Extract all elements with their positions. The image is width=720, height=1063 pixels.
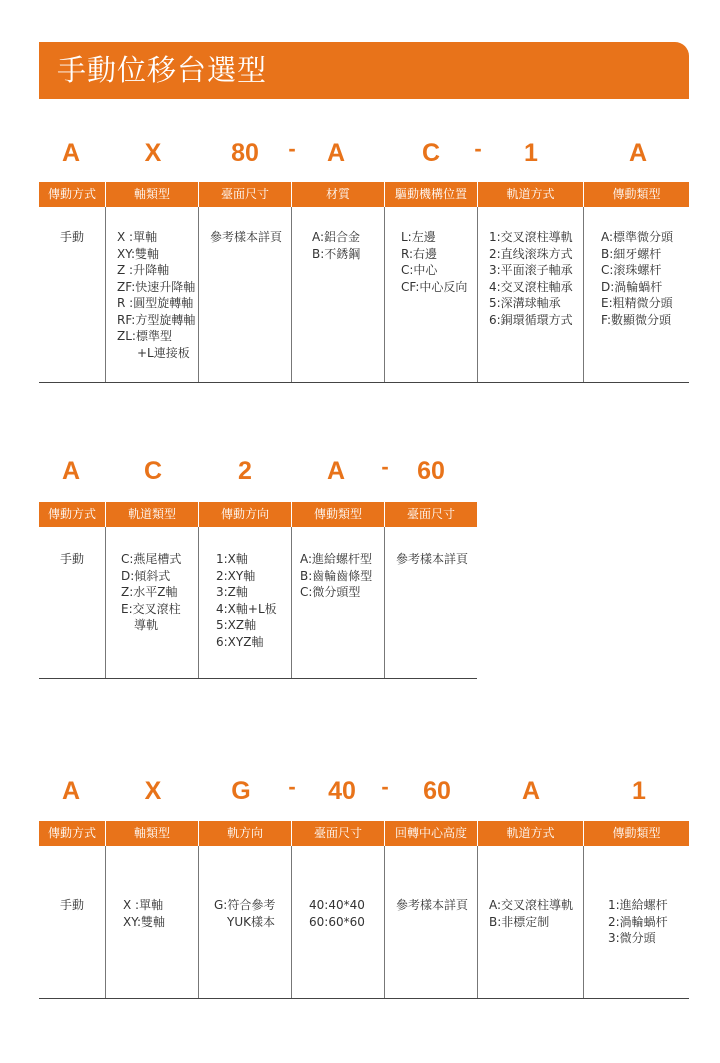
cell-text: 手動 xyxy=(60,552,85,566)
cell-text: B:齒輪齒條型 xyxy=(300,568,373,583)
cell-text: C:滚珠螺杆 xyxy=(601,263,662,277)
table-column xyxy=(384,846,477,998)
code-char: A xyxy=(628,139,648,167)
header-cell: 臺面尺寸 xyxy=(384,502,477,527)
code-char: A xyxy=(326,457,346,485)
model-code-2 xyxy=(0,456,720,486)
cell-text: XY:雙軸 xyxy=(117,246,160,261)
cell-text: Z :升降軸 xyxy=(117,263,170,277)
header-cell: 驅動機構位置 xyxy=(384,182,477,207)
table-header xyxy=(39,182,689,207)
cell-text: 5:XZ軸 xyxy=(216,618,257,632)
header-cell: 臺面尺寸 xyxy=(198,182,291,207)
page-title: 手動位移台選型 xyxy=(57,53,268,87)
cell-text: 參考樣本詳頁 xyxy=(396,552,469,566)
cell-text: 1:交叉滾柱導軌 xyxy=(489,230,573,244)
header-cell: 傳動類型 xyxy=(583,182,689,207)
cell-text: 4:X軸+L板 xyxy=(216,601,277,616)
cell-text: B:非標定制 xyxy=(489,914,550,929)
code-char: 60 xyxy=(423,777,451,805)
cell-text: 4:交叉滾柱軸承 xyxy=(489,279,573,294)
cell-text: CF:中心反向 xyxy=(401,279,468,294)
cell-text: Z:水平Z軸 xyxy=(121,585,178,599)
cell-text: 2:直线滚珠方式 xyxy=(489,246,573,261)
cell-text: 2:XY軸 xyxy=(216,568,256,583)
spec-table-1 xyxy=(39,182,689,382)
cell-text: 3:微分頭 xyxy=(608,931,656,945)
code-char: G xyxy=(231,777,251,805)
spec-table-2 xyxy=(39,502,477,678)
cell-text: X :單軸 xyxy=(123,898,164,912)
cell-text: ZL:標準型 xyxy=(117,329,172,343)
cell-text: YUK樣本 xyxy=(227,914,275,929)
code-char: A xyxy=(61,139,81,167)
header-cell: 軌道方式 xyxy=(477,821,583,846)
table-column xyxy=(291,527,384,678)
cell-text: F:數顯微分頭 xyxy=(601,312,672,327)
header-cell: 軸類型 xyxy=(105,821,198,846)
cell-text: 參考樣本詳頁 xyxy=(210,230,283,244)
cell-text: L:左邊 xyxy=(401,230,436,244)
code-char: 40 xyxy=(328,777,356,805)
table-column xyxy=(198,527,291,678)
cell-text: G:符合參考 xyxy=(214,898,276,912)
cell-text: RF:方型旋轉軸 xyxy=(117,312,196,327)
table-column xyxy=(105,846,198,998)
cell-text: XY:雙軸 xyxy=(123,914,166,929)
header-cell: 傳動方式 xyxy=(47,187,96,201)
table-header xyxy=(39,502,477,527)
code-char: C xyxy=(421,139,441,167)
code-char: A xyxy=(61,457,81,485)
header-cell: 軸類型 xyxy=(105,182,198,207)
cell-text: 3:Z軸 xyxy=(216,585,248,599)
table-column xyxy=(39,207,105,382)
cell-text: R:右邊 xyxy=(401,246,438,261)
cell-text: A:標準微分頭 xyxy=(601,230,674,244)
table-column xyxy=(384,527,477,678)
table-column xyxy=(198,846,291,998)
code-dash: - xyxy=(381,454,389,479)
cell-text: 6:銅環循環方式 xyxy=(489,312,573,327)
code-dash: - xyxy=(474,136,482,161)
cell-text: C:燕尾槽式 xyxy=(121,552,182,566)
cell-text: 1:進給螺杆 xyxy=(608,898,668,912)
header-cell: 傳動類型 xyxy=(291,502,384,527)
code-dash: - xyxy=(288,136,296,161)
header-cell: 材質 xyxy=(291,182,384,207)
cell-text: B:細牙螺杆 xyxy=(601,246,662,261)
cell-text: A:鋁合金 xyxy=(312,230,361,244)
cell-text: E:交叉滾柱 xyxy=(121,601,181,616)
table-column xyxy=(477,846,583,998)
cell-text: 3:平面滚子軸承 xyxy=(489,263,573,277)
table-column xyxy=(291,846,384,998)
cell-text: R :圓型旋轉軸 xyxy=(117,296,194,310)
cell-text: A:交叉滾柱導軌 xyxy=(489,898,574,912)
table-column xyxy=(39,527,105,678)
code-char: C xyxy=(143,457,163,485)
header-cell: 軌道類型 xyxy=(105,502,198,527)
spec-table-3 xyxy=(39,821,689,998)
header-cell: 傳動方式 xyxy=(47,826,96,840)
cell-text: 6:XYZ軸 xyxy=(216,634,264,649)
cell-text: D:渦輪蝸杆 xyxy=(601,279,663,294)
header-cell: 傳動方式 xyxy=(47,507,96,521)
cell-text: E:粗精微分頭 xyxy=(601,296,673,310)
table-column xyxy=(583,207,689,382)
code-char: 1 xyxy=(524,139,538,167)
code-dash: - xyxy=(288,774,296,799)
cell-text: 40:40*40 xyxy=(309,898,365,912)
table-body xyxy=(39,846,689,998)
cell-text: X :單軸 xyxy=(117,230,158,244)
table-column xyxy=(39,846,105,998)
cell-text: 1:X軸 xyxy=(216,552,248,566)
table-column xyxy=(198,207,291,382)
cell-text: ZF:快速升降軸 xyxy=(117,279,196,294)
table-column xyxy=(384,207,477,382)
table-column xyxy=(477,207,583,382)
code-char: A xyxy=(61,777,81,805)
model-code-3 xyxy=(0,776,720,806)
cell-text: 手動 xyxy=(60,230,85,244)
code-char: 80 xyxy=(231,139,259,167)
code-char: A xyxy=(521,777,541,805)
cell-text: B:不銹鋼 xyxy=(312,246,361,261)
cell-text: A:進給螺杆型 xyxy=(300,552,373,566)
cell-text: 導軌 xyxy=(134,618,159,632)
model-code-1 xyxy=(0,138,720,168)
code-dash: - xyxy=(381,774,389,799)
code-char: X xyxy=(144,777,162,805)
cell-text: 2:渦輪蝸杆 xyxy=(608,914,668,929)
code-char: X xyxy=(144,139,162,167)
header-cell: 傳動類型 xyxy=(583,821,689,846)
table-bottom-rule xyxy=(39,998,689,999)
cell-text: 手動 xyxy=(60,898,85,912)
cell-text: C:微分頭型 xyxy=(300,585,361,599)
code-char: 2 xyxy=(238,457,252,485)
table-bottom-rule xyxy=(39,678,477,679)
cell-text: 60:60*60 xyxy=(309,914,365,929)
header-cell: 傳動方向 xyxy=(198,502,291,527)
table-column xyxy=(105,527,198,678)
table-bottom-rule xyxy=(39,382,689,383)
table-header xyxy=(39,821,689,846)
cell-text: 5:深溝球軸承 xyxy=(489,296,561,310)
cell-text: 參考樣本詳頁 xyxy=(396,898,469,912)
cell-text: D:傾斜式 xyxy=(121,568,171,583)
header-cell: 回轉中心高度 xyxy=(384,821,477,846)
table-body xyxy=(39,207,689,382)
code-char: A xyxy=(326,139,346,167)
code-char: 60 xyxy=(417,457,445,485)
table-column xyxy=(291,207,384,382)
header-cell: 臺面尺寸 xyxy=(291,821,384,846)
table-body xyxy=(39,527,477,678)
table-column xyxy=(583,846,689,998)
cell-text: C:中心 xyxy=(401,263,438,277)
header-cell: 軌道方式 xyxy=(477,182,583,207)
table-column xyxy=(105,207,198,382)
code-char: 1 xyxy=(632,777,646,805)
header-cell: 軌方向 xyxy=(198,821,291,846)
cell-text: +L連接板 xyxy=(137,345,190,360)
title-banner xyxy=(39,42,689,99)
